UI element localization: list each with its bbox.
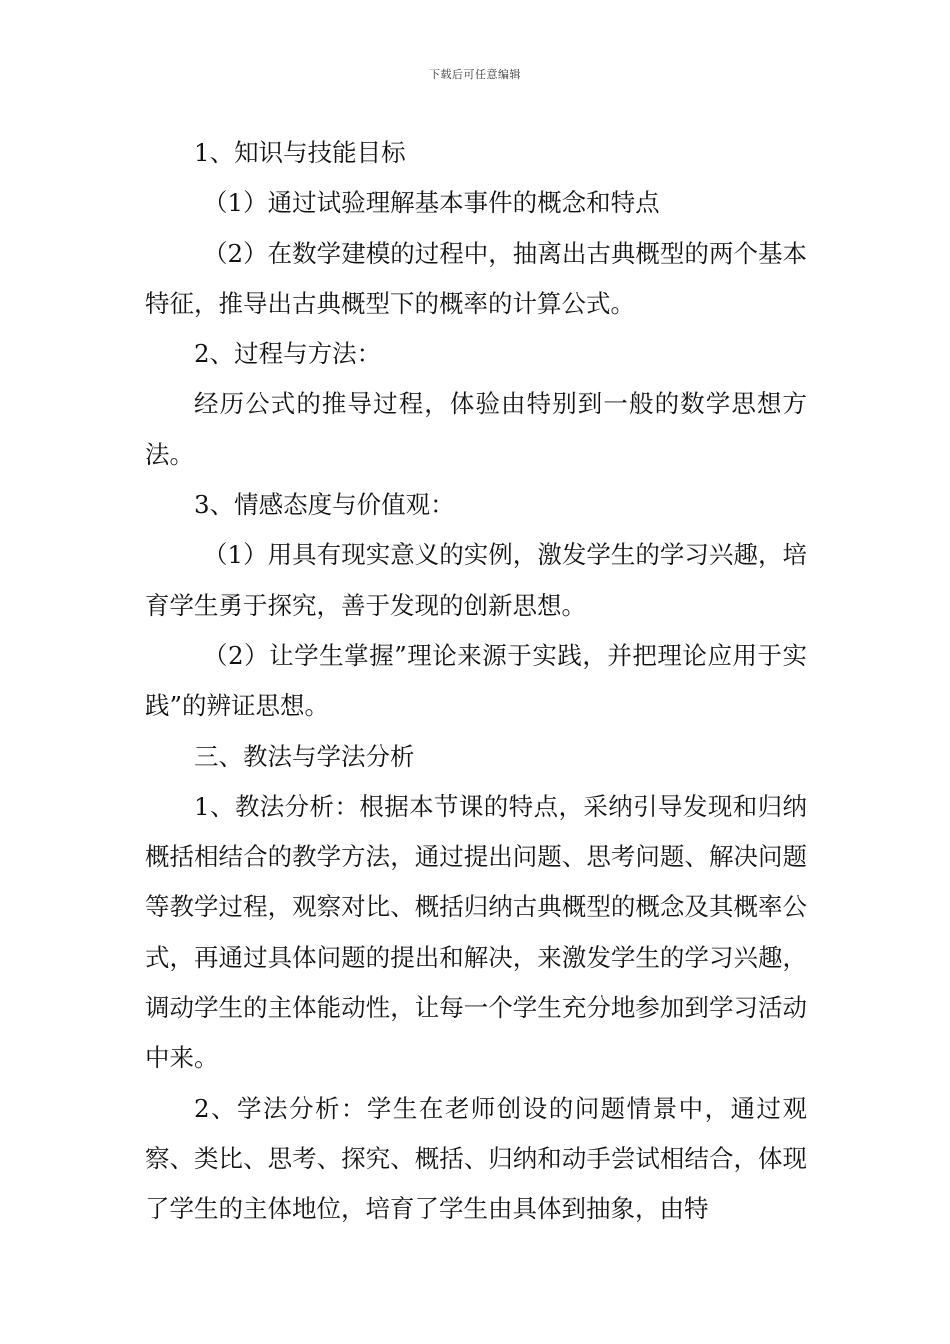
teaching-method-analysis: 1、教法分析：根据本节课的特点，采纳引导发现和归纳概括相结合的教学方法，通过提出问题、思考问题、解决问题等教学过程，观察对比、概括归纳古典概型的概念及其概率公式，再通过具体问题的提出和解决，来激发学生的学习兴趣，调动学生的主体能动性，让每一个学生充分地参加到学习活动中来。	[145, 791, 807, 1073]
objective-knowledge-item-1: （1）通过试验理解基本事件的概念和特点	[203, 188, 660, 218]
objective-process-heading: 2、过程与方法：	[194, 339, 382, 369]
objective-attitude-item-2: （2）让学生掌握”理论来源于实践，并把理论应用于实践”的辨证思想。	[145, 640, 807, 721]
document-body	[145, 128, 807, 1235]
learning-method-analysis: 2、学法分析：学生在老师创设的问题情景中，通过观察、类比、思考、探究、概括、归纳和动手尝试相结合，体现了学生的主体地位，培育了学生由具体到抽象，由特	[145, 1093, 807, 1224]
objective-attitude-item-1: （1）用具有现实意义的实例，激发学生的学习兴趣，培育学生勇于探究，善于发现的创新思想。	[145, 540, 807, 620]
objective-knowledge-heading: 1、知识与技能目标	[194, 138, 406, 167]
objective-attitude-heading: 3、情感态度与价值观：	[194, 490, 455, 520]
objective-process-text: 经历公式的推导过程，体验由特别到一般的数学思想方法。	[145, 389, 807, 469]
objective-knowledge-item-2: （2）在数学建模的过程中，抽离出古典概型的两个基本特征，推导出古典概型下的概率的计算公式。	[145, 238, 807, 318]
section-three-heading: 三、教法与学法分析	[194, 741, 415, 771]
page-header: 下载后可任意编辑	[429, 68, 521, 81]
